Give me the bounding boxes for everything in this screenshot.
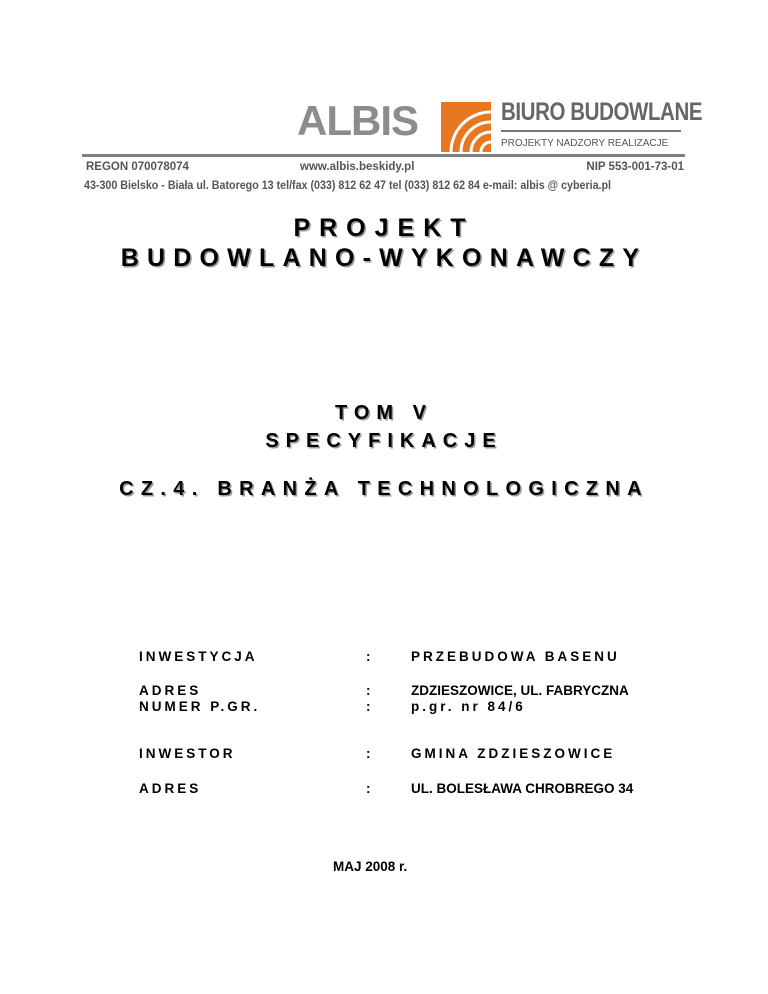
separator: : [366,683,371,698]
investor-value: GMINA ZDZIESZOWICE [411,746,616,761]
separator: : [366,746,371,761]
company-logo-icon [441,102,491,152]
investor-address-value: UL. BOLESŁAWA CHROBREGO 34 [411,781,634,796]
project-title-line2: BUDOWLANO-WYKONAWCZY [120,244,648,272]
investment-value: PRZEBUDOWA BASENU [411,649,620,664]
volume-name: SPECYFIKACJE [265,430,503,452]
plot-value: p.gr. nr 84/6 [411,699,526,714]
company-divider [501,130,681,132]
company-name: BIURO BUDOWLANE [501,98,703,126]
address-value: ZDZIESZOWICE, UL. FABRYCZNA [411,683,629,698]
nip-number: NIP 553-001-73-01 [586,161,684,173]
plot-label: NUMER P.GR. [139,699,261,714]
brand-name: ALBIS [297,97,418,144]
address-label: ADRES [139,683,202,698]
investor-label: INWESTOR [139,746,236,761]
company-tagline: PROJEKTY NADZORY REALIZACJE [501,138,669,149]
project-title-line1: PROJEKT [293,214,475,242]
header-rule [82,154,685,157]
investor-address-label: ADRES [139,781,202,796]
separator: : [366,649,371,664]
investment-label: INWESTYCJA [139,649,258,664]
separator: : [366,781,371,796]
website-link[interactable]: www.albis.beskidy.pl [300,161,415,173]
separator: : [366,699,371,714]
document-date: MAJ 2008 r. [333,859,408,874]
contact-address: 43-300 Bielsko - Biała ul. Batorego 13 tel/fax (033) 812 62 47 tel (033) 812 62 84 e-mail: albis @ cyberia.pl [84,180,612,192]
regon-number: REGON 070078074 [86,161,189,173]
part-title: CZ.4. BRANŻA TECHNOLOGICZNA [119,478,649,500]
volume-title: TOM V [335,402,433,424]
